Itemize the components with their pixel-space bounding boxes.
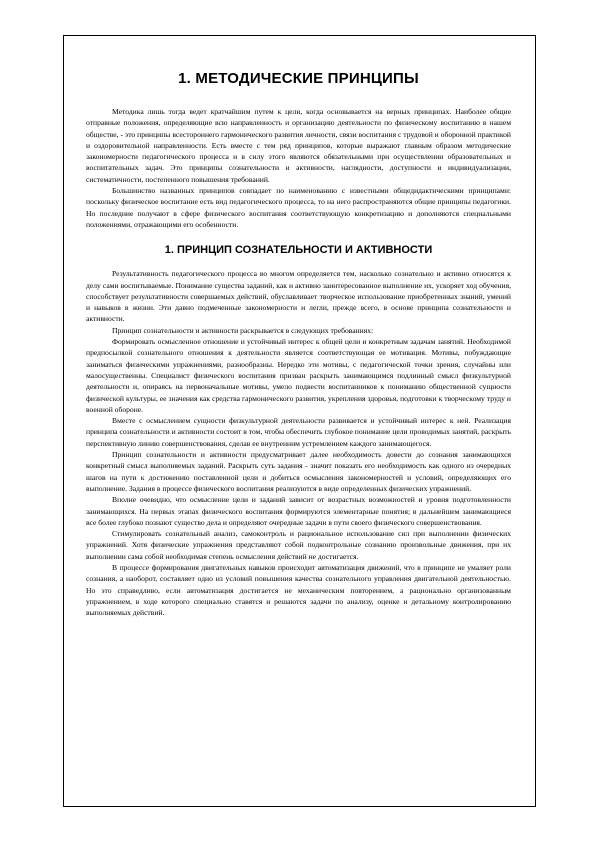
document-page bbox=[86, 60, 511, 618]
section-paragraph-5: Принцип сознательности и активности предусматривает далее необходимость довести до сознания занимающихся конкретный смысл выполняемых заданий. Раскрыть суть задания - значит показать его необходимость как одного из очередных шагов на пути к достижению поставленной цели и добиться осмысления закономерностей и условий, определяющих его выполнение. Задания в процессе физического воспитания реализуются в виде определенных физических упражнений. bbox=[86, 450, 511, 493]
section-paragraph-3: Формировать осмысленное отношение и устойчивый интерес к общей цели и конкретным задачам занятий. Необходимой предпосылкой сознательного отношения к деятельности является соответствующая ее мотивация. Мотивы, побуждающие заниматься физическими упражнениями, разнообразны. Нередко эти мотивы, с педагогической точки зрения, случайны или малосущественны. Специалист физического воспитания призван раскрыть занимающимся подлинный смысл физкультурной деятельности и, опираясь на первоначальные мотивы, умело подвести воспитанников к пониманию общественной сущности физической культуры, ее значения как средства гармонического развития, укрепления здоровья, подготовки к творческому труду и военной обороне. bbox=[86, 337, 511, 414]
section-paragraph-6: Вполне очевидно, что осмысление цели и заданий зависит от возрастных возможностей и уровня подготовленности занимающихся. На первых этапах физического воспитания формируются элементарные понятия; в дальнейшем занимающиеся все более глубоко познают существо дела и определяют очередные задачи в пути своего физического совершенствования. bbox=[86, 495, 511, 527]
document-title: 1. МЕТОДИЧЕСКИЕ ПРИНЦИПЫ bbox=[178, 70, 419, 87]
section-paragraph-1: Результативность педагогического процесса во многом определяется тем, насколько сознательно и активно относятся к делу сами воспитываемые. Понимание существа заданий, как и активно заинтересованное выполнение их, ускоряет ход обучения, способствует результативности совершаемых действий, обуславливает творческое использование приобретенных знаний, умений и навыков в жизни. Эти давно подмеченные закономерности и легли, прежде всего, в основе принципа сознательности и активности. bbox=[86, 269, 511, 324]
section-paragraph-4: Вместе с осмыслением сущности физкультурной деятельности развивается и устойчивый интерес к ней. Реализация принципа сознательности и активности состоит в том, чтобы обеспечить глубокое понимание цели проводимых занятий, раскрыть перспективную линию совершенствования, сделав ее внутренним устремлением каждого занимающегося. bbox=[86, 416, 511, 448]
section-paragraph-8: В процессе формирования двигательных навыков происходит автоматизация движений, что в принципе не умаляет роли сознания, а наоборот, составляет одно из условий повышения качества сознательного управления двигательной деятельностью. Но это справедливо, если автоматизация достигается не механическим повторением, а рационально организованным упражнением, в ходе которого специально ставятся и решаются задачи по анализу, оценке и детальному контролированию выполняемых действий. bbox=[86, 562, 511, 618]
section-paragraph-7: Стимулировать сознательный анализ, самоконтроль и рациональное использование сил при выполнении физических упражнений. Хотя физические упражнения представляют собой подконтрольные сознанию произвольные движения, при их выполнении сама собой необходимая степень осмысления действий не достигается. bbox=[86, 529, 511, 561]
intro-paragraph-1: Методика лишь тогда ведет кратчайшим путем к цели, когда основывается на верных принципах. Наиболее общие отправные положения, определяющие всю направленность и организацию деятельности по физическому воспитанию в нашем обществе, - это принципы всестороннего гармонического развития личности, связи воспитания с трудовой и оборонной практикой и оздоровительной направленности. Есть вместе с тем ряд принципов, которые выражают главным образом методические закономерности педагогического процесса и в силу этого являются обязательными при осуществлении образовательных и воспитательных задач. Это принципы сознательности и активности, наглядности, доступности и индивидуализации, систематичности, постепенного повышения требований. bbox=[86, 107, 511, 184]
section-paragraph-2: Принцип сознательности и активности раскрывается в следующих требованиях: bbox=[112, 325, 374, 335]
intro-paragraph-2: Большинство названных принципов совпадает по наименованию с известными общедидактическими принципами: поскольку физическое воспитание есть вид педагогического процесса, то на него распространяются общие принципы педагогики. Но последние получают в сфере физического воспитания соответствующую конкретизацию и дополняются специальными положениями, отражающими его особенности. bbox=[86, 186, 511, 229]
section-title: 1. ПРИНЦИП СОЗНАТЕЛЬНОСТИ И АКТИВНОСТИ bbox=[164, 244, 433, 257]
